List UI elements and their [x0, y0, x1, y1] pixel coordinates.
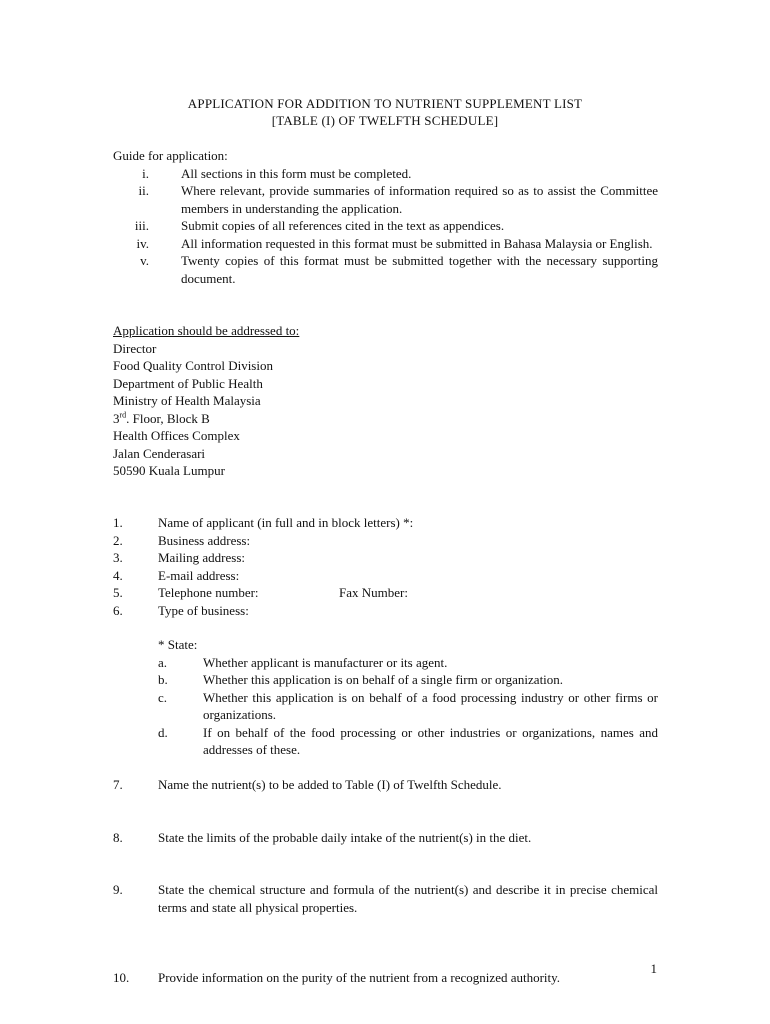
form-field [113, 584, 658, 602]
guide-item-number: i. [142, 165, 149, 181]
address-section [113, 322, 658, 480]
address-line: Jalan Cenderasari [113, 445, 206, 461]
question-text: Name the nutrient(s) to be added to Table (I) of Twelfth Schedule. [158, 777, 502, 792]
state-item [113, 724, 658, 759]
question-number: 10. [113, 970, 130, 985]
guide-item-text: Twenty copies of this format must be submitted together with the necessary supporting document. [181, 253, 658, 286]
title-line-2: [TABLE (I) OF TWELFTH SCHEDULE] [271, 113, 499, 128]
state-item-letter: c. [158, 689, 168, 705]
guide-item-number: ii. [138, 183, 149, 198]
question-number: 7. [113, 777, 123, 792]
question-number: 9. [113, 882, 123, 897]
question-item [113, 829, 658, 847]
state-item [113, 689, 658, 724]
field-number: 5. [113, 585, 123, 600]
address-heading: Application should be addressed to: [113, 323, 300, 338]
field-label [158, 584, 658, 602]
field-number: 3. [113, 550, 123, 565]
state-item-letter: d. [158, 724, 168, 740]
state-item [113, 671, 658, 689]
guide-item-number: v. [140, 253, 149, 268]
form-field [113, 602, 658, 620]
address-line: Director [113, 340, 157, 356]
question-text: Provide information on the purity of the nutrient from a recognized authority. [158, 970, 561, 985]
address-line: Health Offices Complex [113, 428, 240, 443]
field-label: Business address: [158, 532, 251, 548]
guide-section [113, 147, 658, 287]
field-number: 6. [113, 602, 123, 618]
guide-item [113, 165, 658, 183]
state-item-letter: a. [158, 654, 168, 670]
floor-number: 3 [113, 410, 120, 426]
guide-item [113, 217, 658, 235]
title-line-1: APPLICATION FOR ADDITION TO NUTRIENT SUPPLEMENT LIST [187, 96, 583, 111]
question-item [113, 969, 658, 987]
address-line: Department of Public Health [113, 375, 263, 391]
applicant-fields [113, 514, 658, 619]
question-number: 8. [113, 829, 123, 845]
state-heading: * State: [158, 637, 198, 652]
guide-item-text: Where relevant, provide summaries of information required so as to assist the Committee members in understanding the application. [181, 183, 658, 216]
address-line: Ministry of Health Malaysia [113, 393, 261, 408]
form-field [113, 514, 658, 532]
fax-label: Fax Number: [339, 585, 408, 600]
guide-item-number: iii. [134, 218, 149, 233]
address-line-floor [113, 410, 658, 428]
form-field [113, 549, 658, 567]
guide-item [113, 182, 658, 217]
guide-item [113, 252, 658, 287]
state-item-text: Whether applicant is manufacturer or its agent. [203, 654, 448, 670]
form-field [113, 567, 658, 585]
guide-item [113, 235, 658, 253]
field-label: E-mail address: [158, 567, 240, 583]
floor-suffix: rd [119, 410, 127, 420]
state-item-text: Whether this application is on behalf of a single firm or organization. [203, 672, 564, 687]
state-item-text: Whether this application is on behalf of a food processing industry or other firms or organizations. [203, 689, 658, 722]
field-number: 1. [113, 515, 123, 530]
form-field [113, 532, 658, 550]
address-line: 50590 Kuala Lumpur [113, 463, 225, 478]
guide-item-text: All information requested in this format must be submitted in Bahasa Malaysia or English. [181, 235, 653, 251]
guide-heading: Guide for application: [113, 148, 228, 163]
page-number: 1 [650, 961, 657, 976]
state-section [113, 636, 658, 759]
guide-item-text: Submit copies of all references cited in the text as appendices. [181, 218, 505, 233]
field-label: Type of business: [158, 602, 249, 618]
document-title [100, 95, 670, 129]
question-text: State the limits of the probable daily intake of the nutrient(s) in the diet. [158, 829, 532, 845]
guide-item-number: iv. [136, 235, 149, 251]
field-label: Mailing address: [158, 550, 246, 565]
state-item-letter: b. [158, 672, 168, 687]
floor-rest: . Floor, Block B [126, 410, 210, 426]
guide-item-text: All sections in this form must be completed. [181, 165, 412, 181]
state-item-text: If on behalf of the food processing or other industries or organizations, names and addresses of these. [203, 724, 658, 757]
state-item [113, 654, 658, 672]
field-number: 2. [113, 532, 123, 548]
field-label: Name of applicant (in full and in block letters) *: [158, 515, 414, 530]
question-item [113, 776, 658, 794]
question-item [113, 881, 658, 916]
address-line: Food Quality Control Division [113, 358, 273, 373]
field-number: 4. [113, 567, 123, 583]
telephone-label: Telephone number: [158, 585, 259, 600]
question-text: State the chemical structure and formula of the nutrient(s) and describe it in precise chemical terms and state all physical properties. [158, 882, 658, 915]
